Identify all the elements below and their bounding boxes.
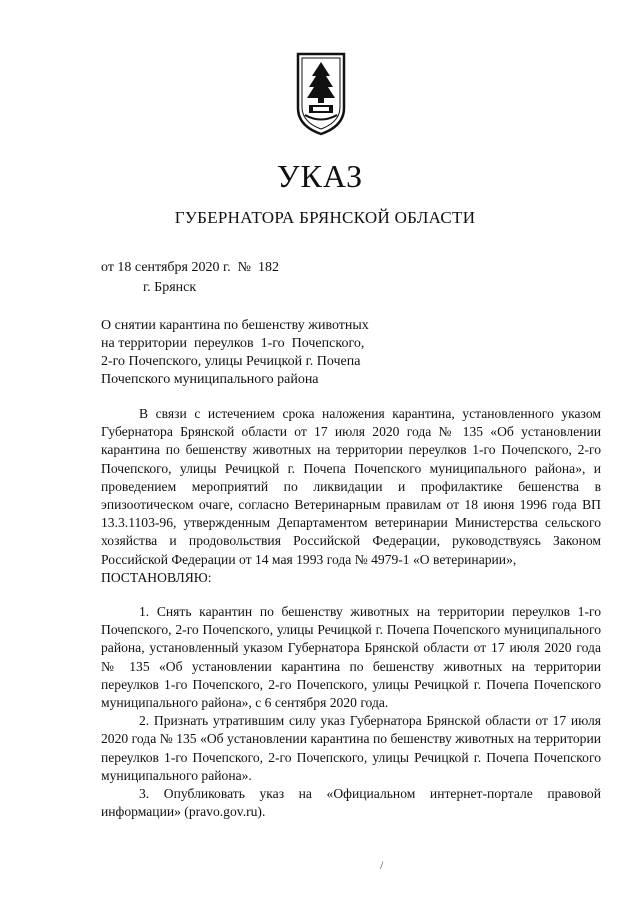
document-title: УКАЗ bbox=[276, 158, 364, 194]
decree-word: ПОСТАНОВЛЯЮ: bbox=[101, 569, 212, 585]
city-line: г. Брянск bbox=[143, 280, 197, 295]
document-subtitle: ГУБЕРНАТОРА БРЯНСКОЙ ОБЛАСТИ bbox=[174, 208, 476, 227]
subject-line: О снятии карантина по бешенству животных bbox=[101, 318, 369, 333]
subject-line: на территории переулков 1-го Почепского, bbox=[101, 336, 365, 351]
decree-item-2: 2. Признать утратившим силу указ Губернатора Брянской области от 17 июля 2020 года № 135 «Об установлении карантина по бешенству животных на территории переулков 1-го Почепского, 2-го Почепского, улицы Речицкой г. Почепа Почепского муниципального района». bbox=[101, 713, 601, 783]
date-number-line: от 18 сентября 2020 г. № 182 bbox=[101, 260, 279, 275]
decree-body bbox=[101, 405, 601, 821]
margin-mark: / bbox=[380, 858, 384, 872]
decree-item-3: 3. Опубликовать указ на «Официальном интернет-портале правовой информации» (pravo.gov.ru). bbox=[101, 786, 601, 820]
subject-line: 2-го Почепского, улицы Речицкой г. Почепа bbox=[101, 354, 361, 369]
coat-of-arms-icon bbox=[296, 52, 346, 136]
document-meta bbox=[101, 258, 279, 298]
subject-line: Почепского муниципального района bbox=[101, 372, 319, 387]
preamble-paragraph: В связи с истечением срока наложения карантина, установленного указом Губернатора Брянской области от 17 июля 2020 года № 135 «Об установлении карантина по бешенству животных на территории переулков 1-го Почепского, 2-го Почепского, улицы Речицкой г. Почепа Почепского муниципального района», и проведением мероприятий по ликвидации и профилактике бешенства в эпизоотическом очаге, согласно Ветеринарным правилам от 18 июня 1996 года ВП 13.3.1103-96, утвержденным Департаментом ветеринарии Министерства сельского хозяйства и продовольствия Российской Федерации, руководствуясь Законом Российской Федерации от 14 мая 1993 года № 4979-1 «О ветеринарии», bbox=[101, 406, 601, 567]
decree-item-1: 1. Снять карантин по бешенству животных на территории переулков 1-го Почепского, 2-го Почепского, улицы Речицкой г. Почепа Почепского муниципального района, установленный указом Губернатора Брянской области от 17 июля 2020 года № 135 «Об установлении карантина по бешенству животных на территории переулков 1-го Почепского, 2-го Почепского, улицы Речицкой г. Почепа Почепского муниципального района», с 6 сентября 2020 года. bbox=[101, 604, 601, 711]
decree-subject bbox=[101, 317, 401, 389]
